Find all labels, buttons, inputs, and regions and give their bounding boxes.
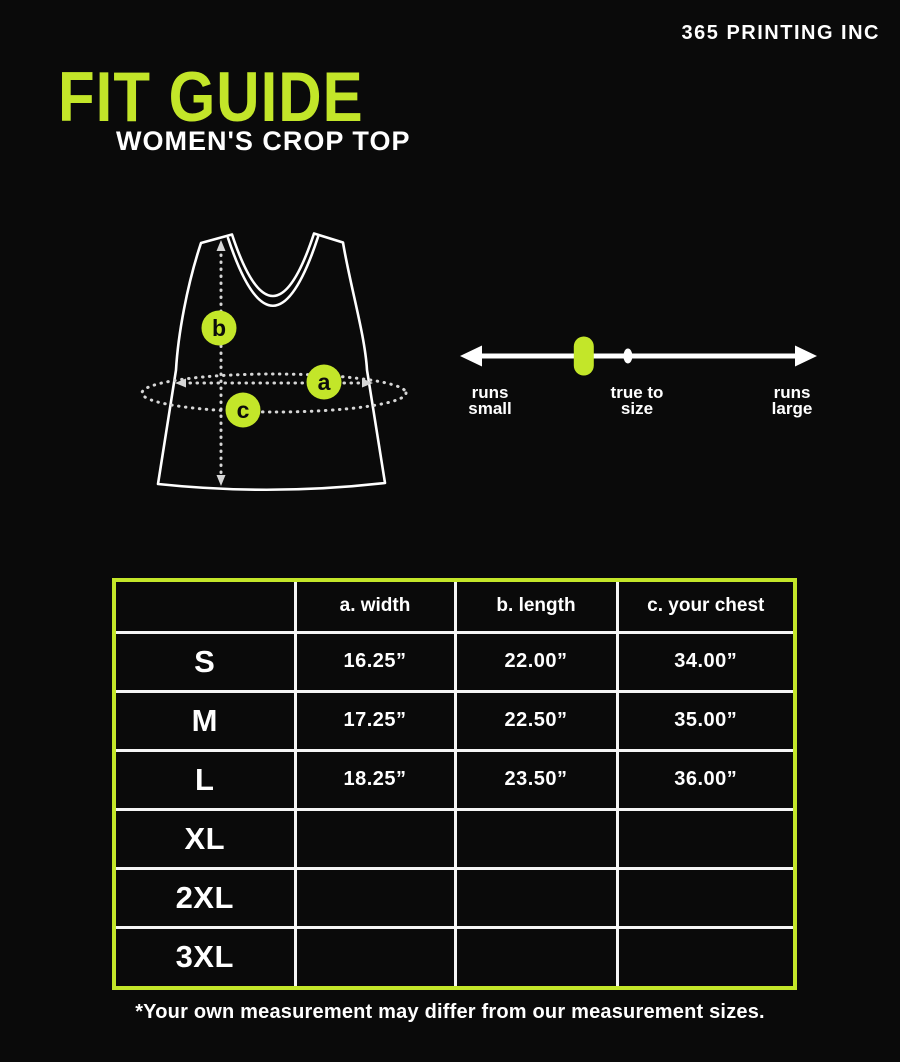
width-value [295,927,455,986]
length-value [455,927,617,986]
width-value [295,868,455,927]
header-width-col: a. width [295,582,455,632]
table-row [116,868,793,927]
scale-label-runs-large: runs large [771,383,813,418]
header-size-col [116,582,295,632]
page-title: FIT GUIDE [58,57,364,137]
arrow-right-icon [795,346,817,367]
table-row [116,750,793,809]
size-label: M [116,691,295,750]
size-label: L [116,750,295,809]
width-value: 17.25” [295,691,455,750]
scale-label-true-to-size: true to size [610,383,664,418]
length-value [455,868,617,927]
table-row [116,691,793,750]
scale-label-runs-small: runs small [468,383,512,418]
table-row [116,927,793,986]
size-label: 3XL [116,927,295,986]
width-value [295,809,455,868]
brand-name: 365 PRINTING INC [681,22,880,44]
marker-b-letter: b [211,315,227,341]
width-value: 18.25” [295,750,455,809]
chest-circumference-ellipse [142,374,406,412]
tank-top-outline [158,234,385,490]
size-label: S [116,632,295,691]
chest-value [617,809,793,868]
table-row [116,632,793,691]
size-label: XL [116,809,295,868]
length-value: 22.00” [455,632,617,691]
measurement-disclaimer: *Your own measurement may differ from our measurement sizes. [135,1001,765,1023]
chest-value [617,927,793,986]
length-arrow-up-icon [217,240,226,251]
fit-scale-axis [450,330,830,385]
size-chart-table [116,582,793,986]
marker-c-letter: c [236,397,250,423]
size-chart-frame [112,578,797,990]
marker-a-letter: a [317,369,331,395]
table-row [116,809,793,868]
crop-top-diagram [130,200,430,510]
length-value: 22.50” [455,691,617,750]
width-value: 16.25” [295,632,455,691]
size-label: 2XL [116,868,295,927]
header-chest-col: c. your chest [617,582,793,632]
page-subtitle: WOMEN'S CROP TOP [116,126,411,156]
header-length-col: b. length [455,582,617,632]
chest-value [617,868,793,927]
fit-scale [450,330,830,430]
length-arrow-down-icon [217,475,226,486]
length-value [455,809,617,868]
chest-value: 35.00” [617,691,793,750]
fit-marker [574,337,594,376]
chest-value: 34.00” [617,632,793,691]
table-header-row [116,582,793,632]
length-value: 23.50” [455,750,617,809]
arrow-left-icon [460,346,482,367]
chest-value: 36.00” [617,750,793,809]
true-to-size-dot [623,349,632,364]
